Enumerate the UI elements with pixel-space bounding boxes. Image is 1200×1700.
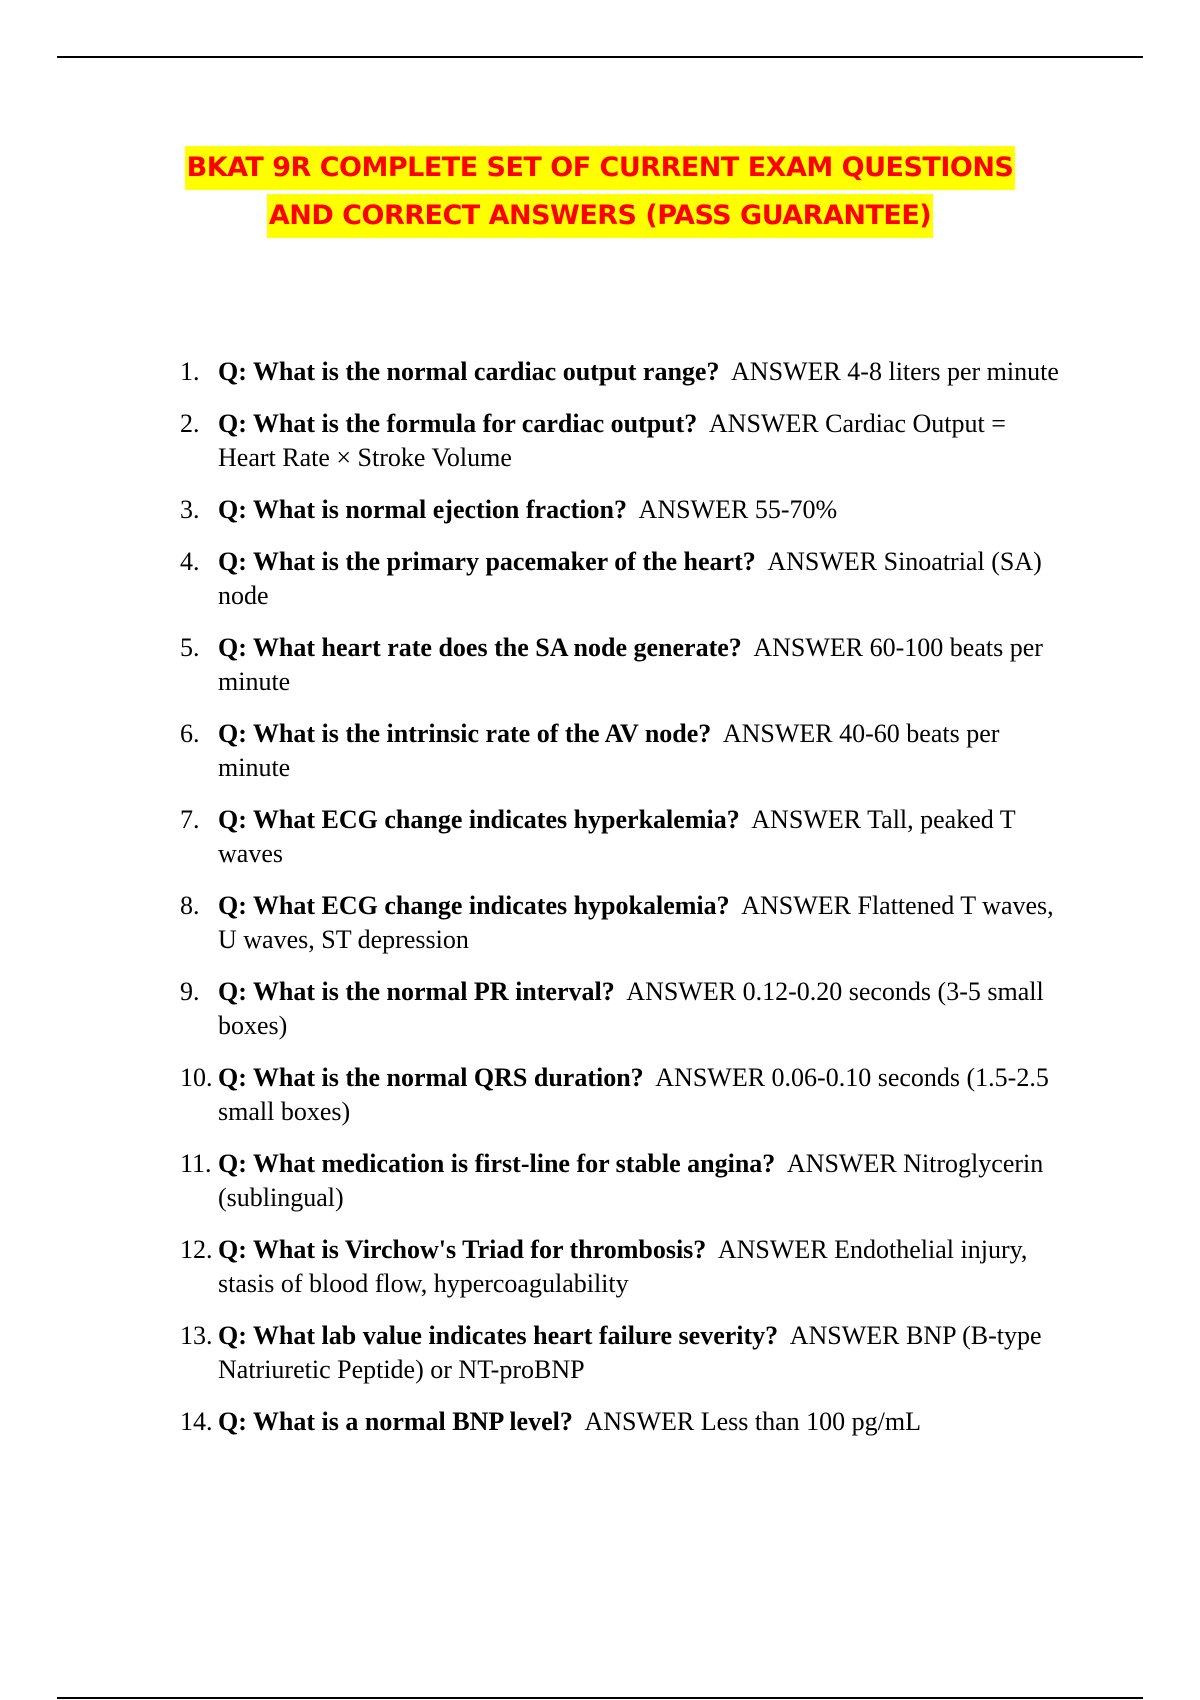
list-item — [180, 803, 1060, 871]
answer-text: ANSWER 55-70% — [638, 495, 838, 524]
answer-text: ANSWER Tall, peaked T waves — [218, 805, 1016, 868]
list-item — [180, 889, 1060, 957]
item-number: 12. — [180, 1235, 213, 1264]
answer-text: ANSWER Endothelial injury, stasis of blood flow, hypercoagulability — [218, 1235, 1028, 1298]
bottom-rule — [57, 1697, 1143, 1699]
question-text: Q: What is a normal BNP level? — [218, 1407, 573, 1436]
item-number: 8. — [180, 891, 200, 920]
item-number: 1. — [180, 357, 200, 386]
item-number: 5. — [180, 633, 200, 662]
answer-text: ANSWER 60-100 beats per minute — [218, 633, 1043, 696]
item-number: 14. — [180, 1407, 213, 1436]
answer-text: ANSWER Sinoatrial (SA) node — [218, 547, 1042, 610]
question-text: Q: What is normal ejection fraction? — [218, 495, 627, 524]
list-item — [180, 1147, 1060, 1215]
item-number: 2. — [180, 409, 200, 438]
list-item — [180, 631, 1060, 699]
list-item — [180, 717, 1060, 785]
item-number: 3. — [180, 495, 200, 524]
question-answer-list — [180, 355, 1060, 1457]
answer-text: ANSWER Less than 100 pg/mL — [584, 1407, 921, 1436]
question-text: Q: What is the intrinsic rate of the AV node? — [218, 719, 712, 748]
question-text: Q: What is Virchow's Triad for thrombosis? — [218, 1235, 707, 1264]
list-item — [180, 1061, 1060, 1129]
answer-text: ANSWER 4-8 liters per minute — [731, 357, 1059, 386]
item-number: 7. — [180, 805, 200, 834]
list-item — [180, 493, 1060, 527]
list-item — [180, 545, 1060, 613]
item-number: 4. — [180, 547, 200, 576]
item-number: 11. — [180, 1149, 212, 1178]
question-text: Q: What is the normal PR interval? — [218, 977, 615, 1006]
top-rule — [57, 56, 1143, 58]
question-text: Q: What medication is first-line for stable angina? — [218, 1149, 776, 1178]
answer-text: ANSWER 40-60 beats per minute — [218, 719, 1000, 782]
question-text: Q: What ECG change indicates hypokalemia? — [218, 891, 730, 920]
question-text: Q: What is the normal QRS duration? — [218, 1063, 644, 1092]
answer-text: ANSWER BNP (B-type Natriuretic Peptide) or NT-proBNP — [218, 1321, 1042, 1384]
question-text: Q: What is the formula for cardiac output? — [218, 409, 698, 438]
question-text: Q: What is the normal cardiac output range? — [218, 357, 720, 386]
answer-text: ANSWER 0.06-0.10 seconds (1.5-2.5 small boxes) — [218, 1063, 1049, 1126]
document-title — [0, 146, 1200, 238]
list-item — [180, 975, 1060, 1043]
list-item — [180, 1405, 1060, 1439]
answer-text: ANSWER 0.12-0.20 seconds (3-5 small boxes) — [218, 977, 1044, 1040]
answer-text: ANSWER Cardiac Output = Heart Rate × Stroke Volume — [218, 409, 1006, 472]
answer-text: ANSWER Flattened T waves, U waves, ST depression — [218, 891, 1054, 954]
question-text: Q: What ECG change indicates hyperkalemia? — [218, 805, 740, 834]
list-item — [180, 407, 1060, 475]
question-text: Q: What heart rate does the SA node generate? — [218, 633, 742, 662]
item-number: 6. — [180, 719, 200, 748]
item-number: 10. — [180, 1063, 213, 1092]
title-line-1: BKAT 9R COMPLETE SET OF CURRENT EXAM QUESTIONS — [185, 146, 1016, 190]
title-line-2: AND CORRECT ANSWERS (PASS GUARANTEE) — [267, 194, 933, 238]
question-text: Q: What is the primary pacemaker of the heart? — [218, 547, 756, 576]
list-item — [180, 1319, 1060, 1387]
item-number: 13. — [180, 1321, 213, 1350]
item-number: 9. — [180, 977, 200, 1006]
question-text: Q: What lab value indicates heart failure severity? — [218, 1321, 779, 1350]
answer-text: ANSWER Nitroglycerin (sublingual) — [218, 1149, 1044, 1212]
list-item — [180, 355, 1060, 389]
list-item — [180, 1233, 1060, 1301]
